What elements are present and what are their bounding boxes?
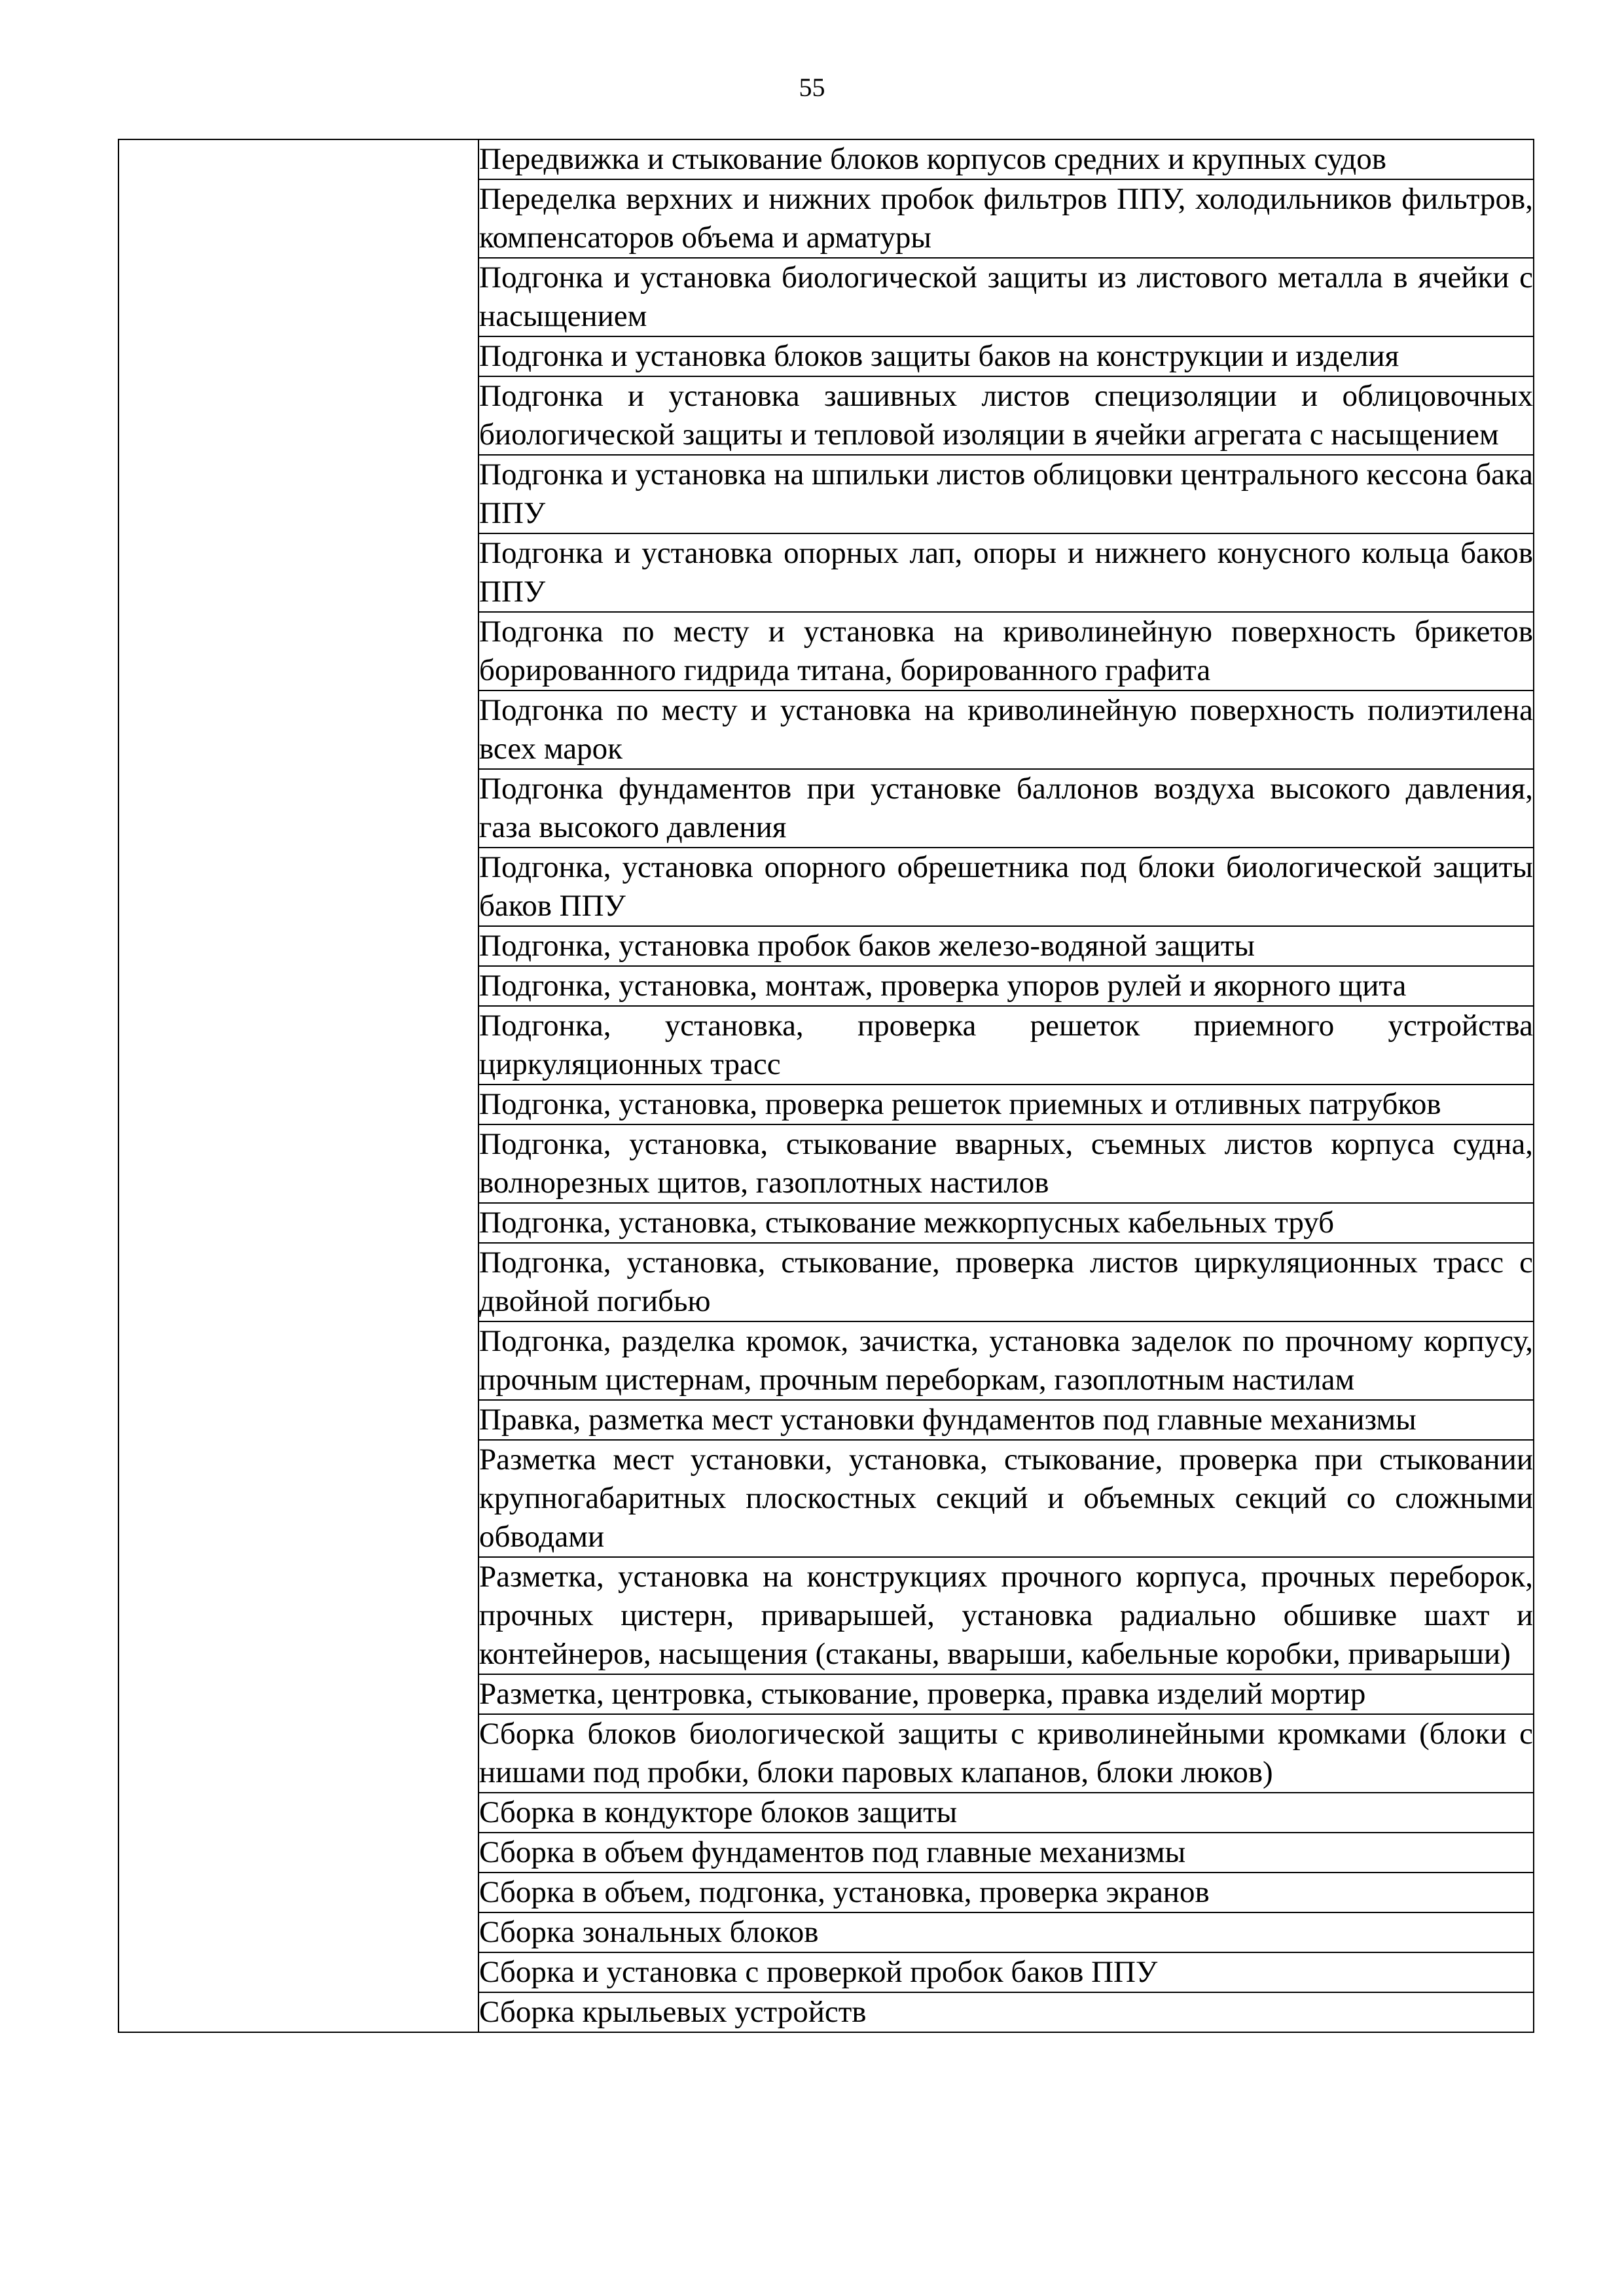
work-item-cell: Подгонка по месту и установка на криволинейную поверхность брикетов борированного гидрида титана, борированного графита <box>478 612 1534 691</box>
work-items-table <box>118 139 1534 2033</box>
work-item-cell: Подгонка фундаментов при установке баллонов воздуха высокого давления, газа высокого давления <box>478 769 1534 848</box>
table-body <box>118 139 1534 2032</box>
work-item-cell: Разметка, центровка, стыкование, проверка, правка изделий мортир <box>478 1674 1534 1714</box>
work-item-cell: Подгонка по месту и установка на криволинейную поверхность полиэтилена всех марок <box>478 691 1534 769</box>
work-item-cell: Правка, разметка мест установки фундаментов под главные механизмы <box>478 1400 1534 1440</box>
work-item-cell: Подгонка и установка опорных лап, опоры и нижнего конусного кольца баков ППУ <box>478 533 1534 612</box>
work-item-cell: Разметка мест установки, установка, стыкование, проверка при стыковании крупногабаритных плоскостных секций и объемных секций со сложными обводами <box>478 1440 1534 1557</box>
work-item-cell: Сборка блоков биологической защиты с криволинейными кромками (блоки с нишами под пробки, блоки паровых клапанов, блоки люков) <box>478 1714 1534 1793</box>
work-item-cell: Подгонка, установка пробок баков железо-водяной защиты <box>478 926 1534 966</box>
work-item-cell: Переделка верхних и нижних пробок фильтров ППУ, холодильников фильтров, компенсаторов объема и арматуры <box>478 179 1534 258</box>
work-item-cell: Подгонка, установка, проверка решеток приемных и отливных патрубков <box>478 1085 1534 1124</box>
work-item-cell: Сборка в объем фундаментов под главные механизмы <box>478 1833 1534 1873</box>
work-item-cell: Подгонка, установка опорного обрешетника под блоки биологической защиты баков ППУ <box>478 848 1534 926</box>
work-item-cell: Подгонка и установка блоков защиты баков на конструкции и изделия <box>478 336 1534 376</box>
work-item-cell: Подгонка, установка, стыкование, проверка листов циркуляционных трасс с двойной погибью <box>478 1243 1534 1321</box>
work-item-cell: Сборка в кондукторе блоков защиты <box>478 1793 1534 1833</box>
work-item-cell: Разметка, установка на конструкциях прочного корпуса, прочных переборок, прочных цистерн, приварышей, установка радиально обшивке шахт и контейнеров, насыщения (стаканы, вварыши, кабельные коробки, приварыши) <box>478 1557 1534 1674</box>
work-item-cell: Сборка и установка с проверкой пробок баков ППУ <box>478 1952 1534 1992</box>
work-item-cell: Передвижка и стыкование блоков корпусов средних и крупных судов <box>478 139 1534 179</box>
work-item-cell: Подгонка и установка биологической защиты из листового металла в ячейки с насыщением <box>478 258 1534 336</box>
work-item-cell: Сборка зональных блоков <box>478 1912 1534 1952</box>
work-item-cell: Сборка крыльевых устройств <box>478 1992 1534 2032</box>
work-item-cell: Подгонка, установка, стыкование межкорпусных кабельных труб <box>478 1203 1534 1243</box>
table-row <box>118 139 1534 179</box>
page-number: 55 <box>799 73 825 102</box>
empty-left-column-cell <box>118 139 478 2032</box>
work-item-cell: Подгонка, установка, монтаж, проверка упоров рулей и якорного щита <box>478 966 1534 1006</box>
work-item-cell: Подгонка и установка зашивных листов специзоляции и облицовочных биологической защиты и тепловой изоляции в ячейки агрегата с насыщением <box>478 376 1534 455</box>
work-item-cell: Подгонка, разделка кромок, зачистка, установка заделок по прочному корпусу, прочным цистернам, прочным переборкам, газоплотным настилам <box>478 1321 1534 1400</box>
work-item-cell: Сборка в объем, подгонка, установка, проверка экранов <box>478 1873 1534 1912</box>
work-item-cell: Подгонка, установка, проверка решеток приемного устройства циркуляционных трасс <box>478 1006 1534 1085</box>
work-item-cell: Подгонка и установка на шпильки листов облицовки центрального кессона бака ППУ <box>478 455 1534 533</box>
work-item-cell: Подгонка, установка, стыкование вварных, съемных листов корпуса судна, волнорезных щитов, газоплотных настилов <box>478 1124 1534 1203</box>
